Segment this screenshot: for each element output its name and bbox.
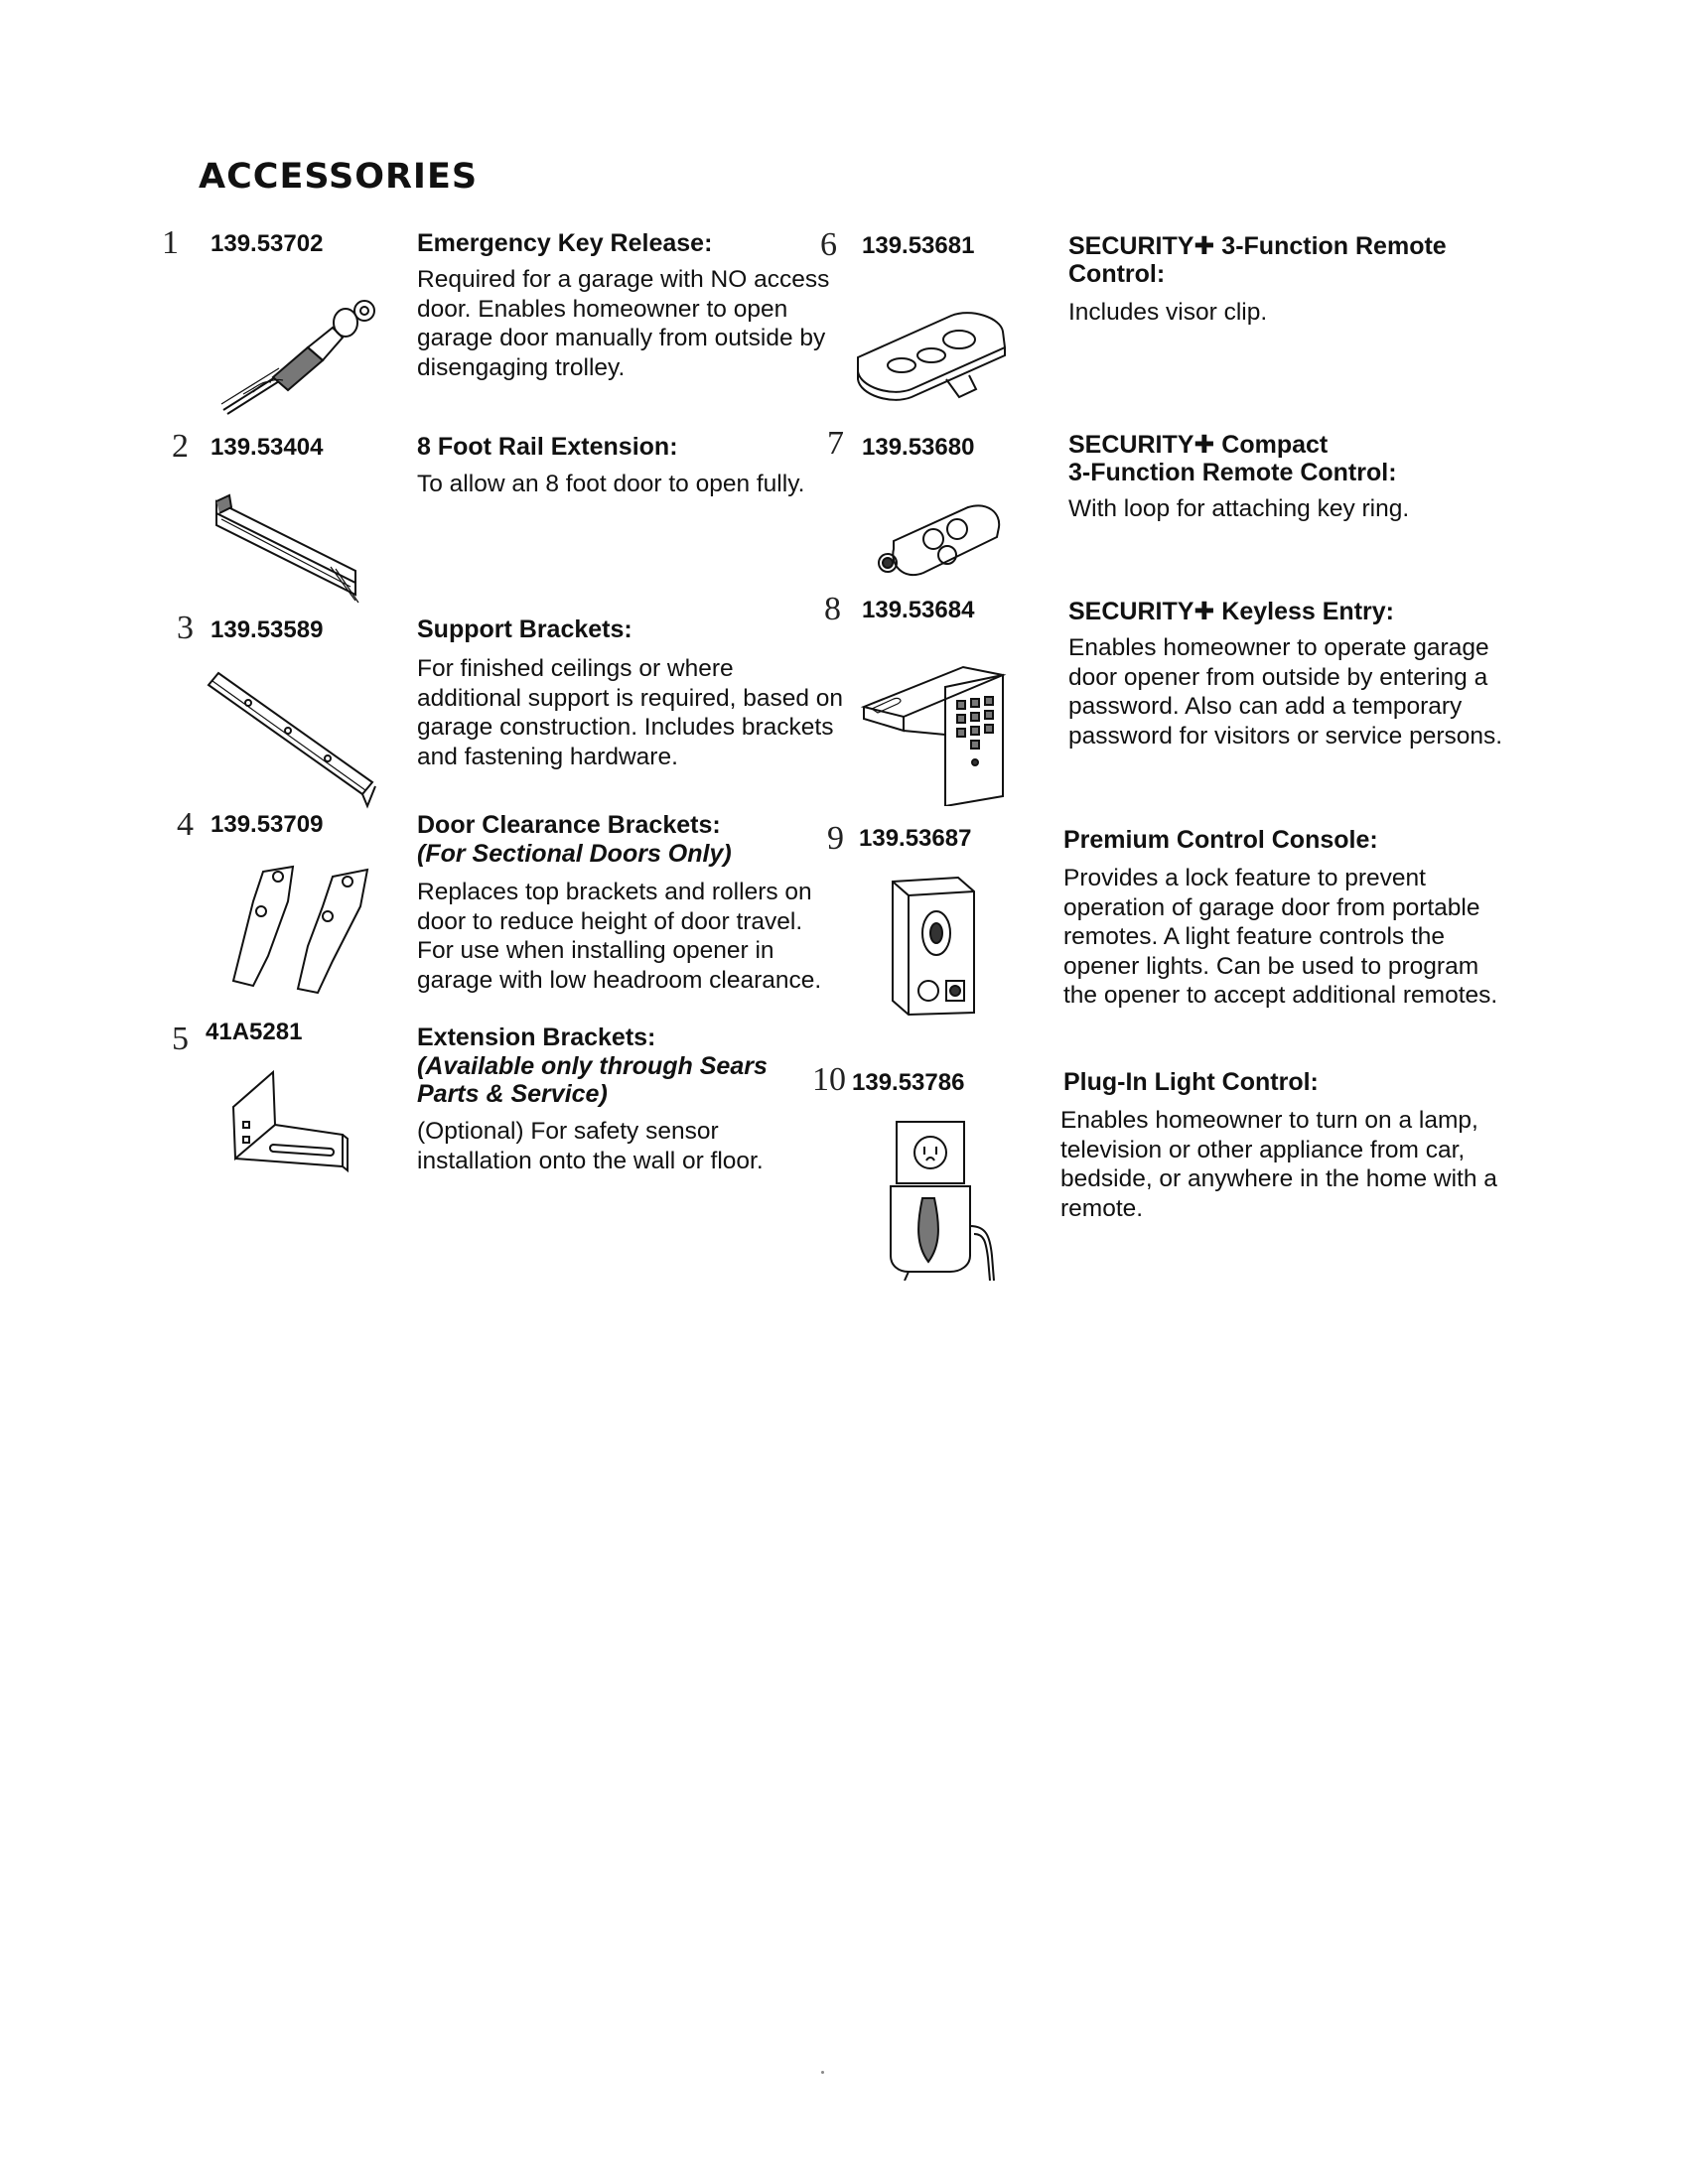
part-number: 139.53786 — [852, 1069, 965, 1096]
item-number: 5 — [172, 1021, 189, 1057]
part-number: 139.53684 — [862, 597, 975, 623]
compact-remote-icon — [874, 501, 1005, 583]
scan-speck — [821, 2071, 824, 2074]
item-heading: Premium Control Console: — [1063, 826, 1378, 854]
item-number: 4 — [177, 806, 194, 843]
item-heading: Door Clearance Brackets: — [417, 811, 721, 839]
page-title: ACCESSORIES — [199, 157, 479, 197]
item-heading: SECURITY✚ Compact — [1068, 431, 1329, 459]
remote-control-icon — [852, 308, 1013, 407]
item-heading: Plug-In Light Control: — [1063, 1068, 1319, 1096]
item-heading: Control: — [1068, 260, 1166, 288]
item-heading: SECURITY✚ Keyless Entry: — [1068, 598, 1394, 625]
rail-extension-icon — [211, 491, 360, 606]
item-number: 2 — [172, 428, 189, 465]
part-number: 139.53589 — [210, 616, 324, 643]
part-number: 139.53687 — [859, 825, 972, 852]
item-heading: Extension Brackets: — [417, 1024, 656, 1051]
part-number: 139.53404 — [210, 434, 324, 461]
item-number: 8 — [824, 591, 841, 627]
item-subheading: Parts & Service) — [417, 1080, 608, 1108]
part-number: 139.53680 — [862, 434, 975, 461]
item-number: 6 — [820, 226, 837, 263]
part-number: 139.53681 — [862, 232, 975, 259]
item-heading: SECURITY✚ 3-Function Remote — [1068, 232, 1447, 260]
keyless-entry-keypad-icon — [854, 657, 1013, 806]
item-description: Replaces top brackets and rollers on door to reduce height of door travel. For use when installing opener in garage with low headroom clearance. — [417, 879, 822, 994]
item-description: For finished ceilings or where additional support is required, based on garage construction. Includes brackets and fastening hardware. — [417, 655, 844, 770]
plug-in-light-control-icon — [887, 1117, 1011, 1281]
item-description: (Optional) For safety sensor installation onto the wall or floor. — [417, 1118, 764, 1174]
item-heading: 8 Foot Rail Extension: — [417, 433, 678, 461]
door-clearance-brackets-icon — [223, 862, 382, 1006]
item-number: 3 — [177, 610, 194, 646]
item-description: Enables homeowner to turn on a lamp, television or other appliance from car, bedside, or anywhere in the home with a remote. — [1060, 1107, 1497, 1222]
emergency-key-release-icon — [213, 283, 382, 417]
item-number: 9 — [827, 820, 844, 857]
item-description: Includes visor clip. — [1068, 299, 1268, 326]
extension-bracket-icon — [223, 1067, 352, 1181]
item-number: 1 — [162, 224, 179, 261]
item-description: With loop for attaching key ring. — [1068, 495, 1410, 522]
part-number: 41A5281 — [206, 1019, 303, 1045]
item-subheading: (Available only through Sears — [417, 1052, 768, 1080]
item-subheading: (For Sectional Doors Only) — [417, 840, 732, 868]
support-bracket-icon — [199, 665, 377, 809]
control-console-icon — [887, 874, 981, 1018]
item-description: Provides a lock feature to prevent operation of garage door from portable remotes. A light feature controls the opener lights. Can be used to program the opener to accept additional remotes. — [1063, 865, 1498, 1009]
item-heading: Emergency Key Release: — [417, 229, 713, 257]
item-description: Enables homeowner to operate garage door opener from outside by entering a password. Also can add a temporary password for visitors or service persons. — [1068, 634, 1503, 750]
item-description: To allow an 8 foot door to open fully. — [417, 471, 805, 497]
item-heading: 3-Function Remote Control: — [1068, 459, 1397, 486]
item-heading: Support Brackets: — [417, 615, 632, 643]
part-number: 139.53702 — [210, 230, 324, 257]
item-number: 10 — [812, 1061, 846, 1098]
part-number: 139.53709 — [210, 811, 324, 838]
item-description: Required for a garage with NO access door. Enables homeowner to open garage door manually from outside by disengaging trolley. — [417, 266, 830, 381]
item-number: 7 — [827, 425, 844, 462]
